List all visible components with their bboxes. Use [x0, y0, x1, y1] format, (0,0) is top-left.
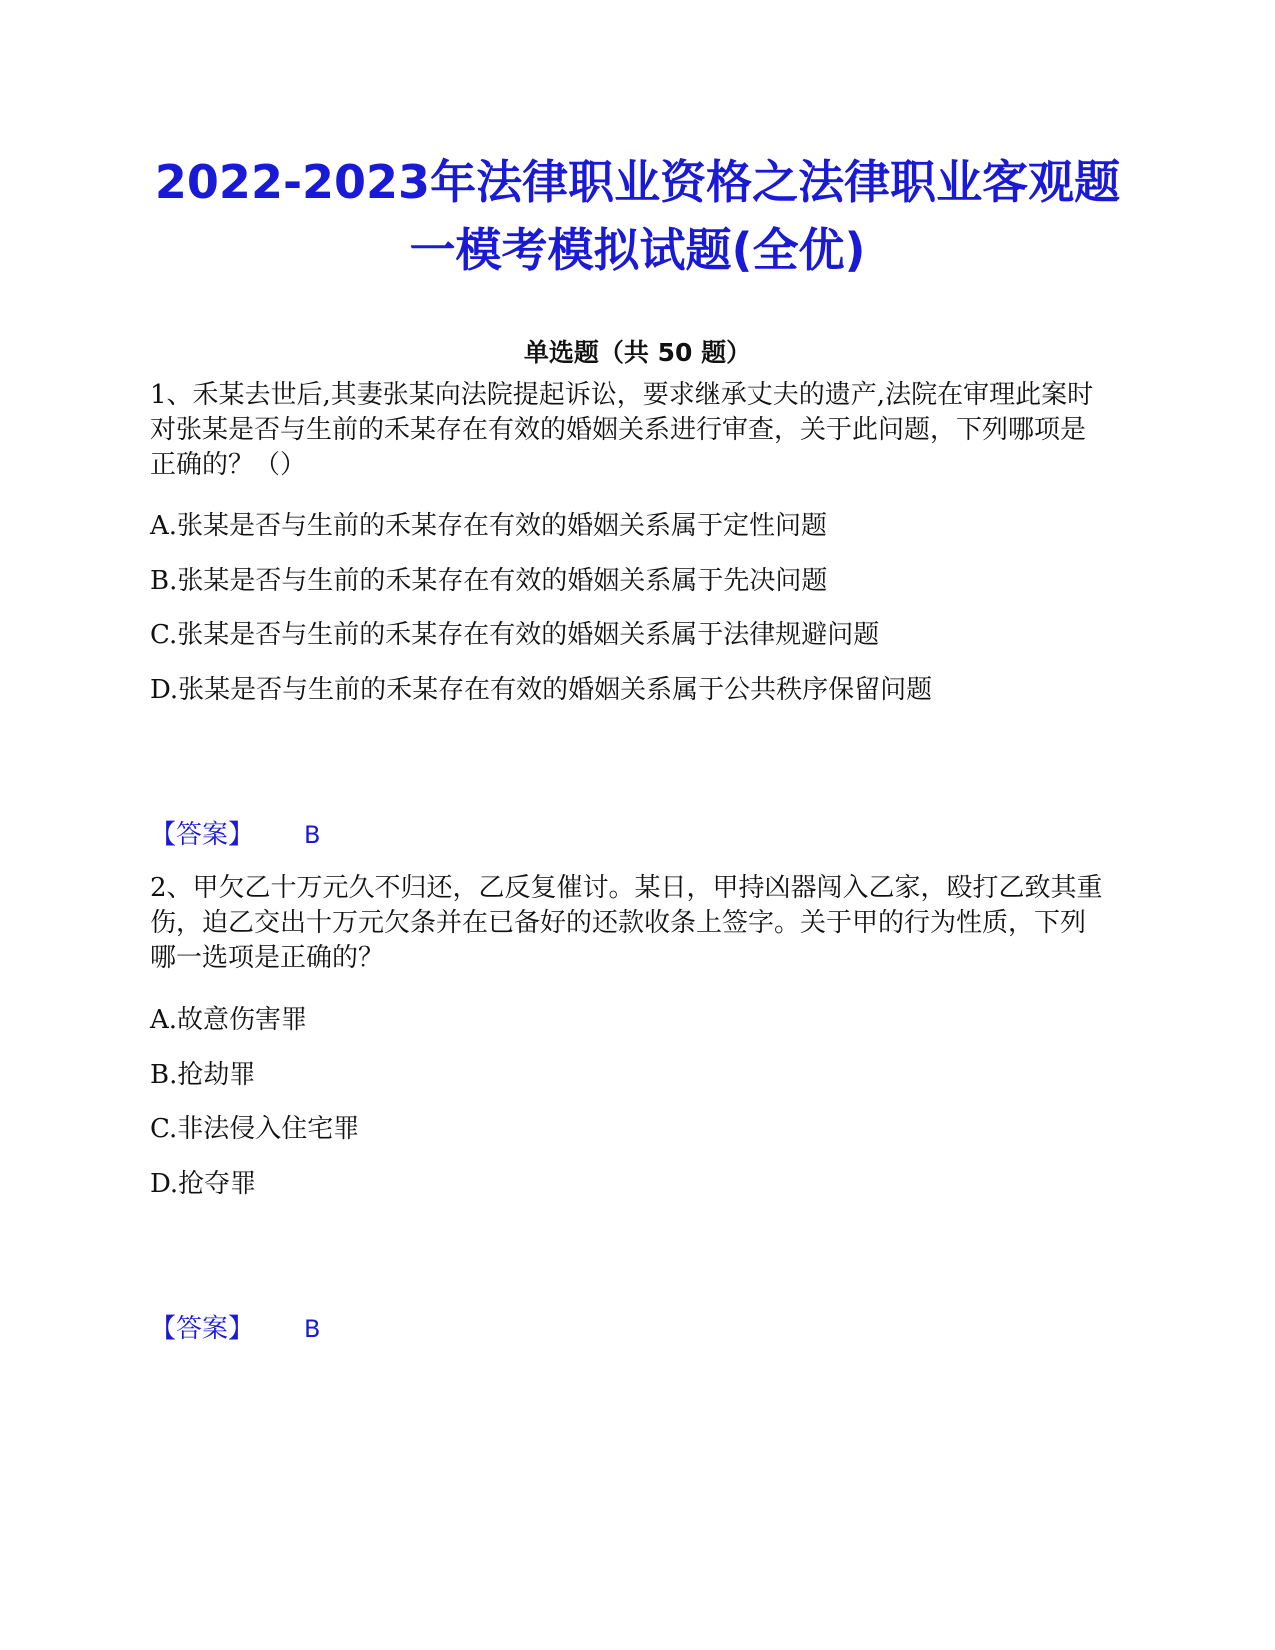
document-title: 2022-2023年法律职业资格之法律职业客观题一模考模拟试题(全优) — [154, 155, 1121, 277]
answer-label: 【答案】 — [150, 820, 255, 850]
question-2-option-d: D.抢夺罪 — [150, 1169, 257, 1199]
question-1-option-a: A.张某是否与生前的禾某存在有效的婚姻关系属于定性问题 — [150, 511, 828, 541]
question-1-stem: 1、禾某去世后,其妻张某向法院提起诉讼，要求继承丈夫的遗产,法院在审理此案时对张某是否与生前的禾某存在有效的婚姻关系进行审查，关于此问题，下列哪项是正确的？（） — [150, 380, 1094, 480]
question-2-option-b: B.抢劫罪 — [150, 1060, 256, 1090]
question-2-option-a: A.故意伤害罪 — [150, 1005, 308, 1035]
answer-value: B — [304, 1315, 321, 1343]
answer-label: 【答案】 — [150, 1314, 255, 1344]
question-2-answer — [150, 1311, 320, 1347]
question-1-answer — [150, 817, 320, 853]
question-1-option-d: D.张某是否与生前的禾某存在有效的婚姻关系属于公共秩序保留问题 — [150, 675, 933, 705]
question-1-option-b: B.张某是否与生前的禾某存在有效的婚姻关系属于先决问题 — [150, 566, 828, 596]
question-2-option-c: C.非法侵入住宅罪 — [150, 1114, 360, 1144]
question-1-option-c: C.张某是否与生前的禾某存在有效的婚姻关系属于法律规避问题 — [150, 620, 880, 650]
section-heading: 单选题（共 50 题） — [523, 338, 752, 367]
answer-value: B — [304, 821, 321, 849]
question-2-stem: 2、甲欠乙十万元久不归还，乙反复催讨。某日，甲持凶器闯入乙家，殴打乙致其重伤，迫乙交出十万元欠条并在已备好的还款收条上签字。关于甲的行为性质，下列哪一选项是正确的？ — [150, 873, 1103, 973]
